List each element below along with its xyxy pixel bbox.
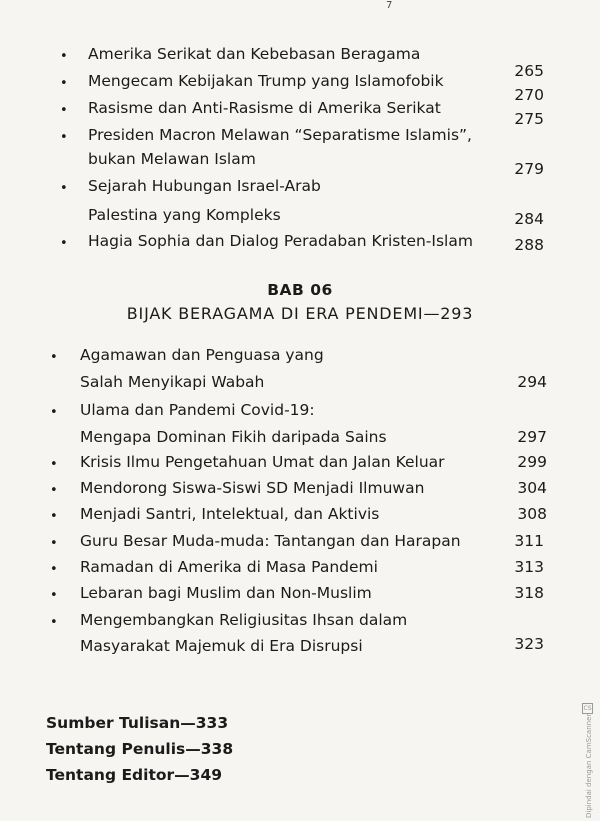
toc-entry-page: 318 bbox=[514, 584, 544, 602]
bullet-icon: • bbox=[60, 76, 68, 91]
toc-entry-title: Lebaran bagi Muslim dan Non-Muslim bbox=[80, 584, 372, 602]
toc-entry-title-cont: Masyarakat Majemuk di Era Disrupsi bbox=[80, 637, 363, 655]
toc-entry-page: 308 bbox=[517, 505, 547, 523]
toc-entry-title-cont: Salah Menyikapi Wabah bbox=[80, 373, 265, 391]
toc-entry-page: 311 bbox=[514, 532, 544, 550]
bullet-icon: • bbox=[60, 130, 68, 145]
bullet-icon: • bbox=[50, 615, 58, 630]
toc-entry-title: Mendorong Siswa-Siswi SD Menjadi Ilmuwan bbox=[80, 479, 425, 497]
toc-entry-title: Mengembangkan Religiusitas Ihsan dalam bbox=[80, 611, 408, 629]
toc-entry-title: Presiden Macron Melawan “Separatisme Islamis”, bbox=[88, 126, 472, 144]
toc-entry-page: 323 bbox=[514, 635, 544, 653]
toc-entry-title: Krisis Ilmu Pengetahuan Umat dan Jalan Keluar bbox=[80, 453, 445, 471]
toc-entry-title-cont: Palestina yang Kompleks bbox=[88, 206, 281, 224]
toc-entry-title: Guru Besar Muda-muda: Tantangan dan Harapan bbox=[80, 532, 461, 550]
back-matter-author: Tentang Penulis—338 bbox=[46, 740, 234, 758]
scanner-watermark: Dipindai dengan CamScanner bbox=[585, 713, 593, 818]
bullet-icon: • bbox=[50, 457, 58, 472]
toc-entry-page: 270 bbox=[514, 86, 544, 104]
bullet-icon: • bbox=[50, 405, 58, 420]
bullet-icon: • bbox=[60, 181, 68, 196]
toc-entry-page: 275 bbox=[514, 110, 544, 128]
toc-entry-title: Sejarah Hubungan Israel-Arab bbox=[88, 177, 321, 195]
bullet-icon: • bbox=[50, 509, 58, 524]
bullet-icon: • bbox=[50, 483, 58, 498]
toc-entry-page: 294 bbox=[517, 373, 547, 391]
back-matter-editor: Tentang Editor—349 bbox=[46, 766, 223, 784]
bullet-icon: • bbox=[60, 49, 68, 64]
toc-entry-page: 313 bbox=[514, 558, 544, 576]
toc-entry-page: 279 bbox=[514, 160, 544, 178]
toc-entry-title: Ulama dan Pandemi Covid-19: bbox=[80, 401, 315, 419]
page-top-mark: 7 bbox=[386, 0, 393, 11]
toc-entry-title-cont: bukan Melawan Islam bbox=[88, 150, 256, 168]
toc-entry-title-cont: Mengapa Dominan Fikih daripada Sains bbox=[80, 428, 387, 446]
toc-entry-page: 299 bbox=[517, 453, 547, 471]
bullet-icon: • bbox=[60, 236, 68, 251]
toc-entry-title: Rasisme dan Anti-Rasisme di Amerika Serikat bbox=[88, 99, 441, 117]
bullet-icon: • bbox=[50, 350, 58, 365]
bullet-icon: • bbox=[60, 103, 68, 118]
toc-entry-title: Mengecam Kebijakan Trump yang Islamofobik bbox=[88, 72, 444, 90]
scanner-logo-icon: CS bbox=[583, 705, 592, 712]
toc-entry-page: 288 bbox=[514, 236, 544, 254]
back-matter-sources: Sumber Tulisan—333 bbox=[46, 714, 229, 732]
toc-entry-title: Amerika Serikat dan Kebebasan Beragama bbox=[88, 45, 421, 63]
bullet-icon: • bbox=[50, 536, 58, 551]
chapter-title: BIJAK BERAGAMA DI ERA PENDEMI—293 bbox=[126, 304, 474, 323]
toc-entry-title: Menjadi Santri, Intelektual, dan Aktivis bbox=[80, 505, 380, 523]
toc-entry-page: 284 bbox=[514, 210, 544, 228]
toc-entry-page: 297 bbox=[517, 428, 547, 446]
bullet-icon: • bbox=[50, 588, 58, 603]
toc-entry-title: Agamawan dan Penguasa yang bbox=[80, 346, 324, 364]
chapter-label: BAB 06 bbox=[267, 281, 333, 299]
toc-entry-title: Hagia Sophia dan Dialog Peradaban Kristen-Islam bbox=[88, 232, 473, 250]
bullet-icon: • bbox=[50, 562, 58, 577]
toc-entry-page: 265 bbox=[514, 62, 544, 80]
toc-entry-title: Ramadan di Amerika di Masa Pandemi bbox=[80, 558, 378, 576]
toc-entry-page: 304 bbox=[517, 479, 547, 497]
